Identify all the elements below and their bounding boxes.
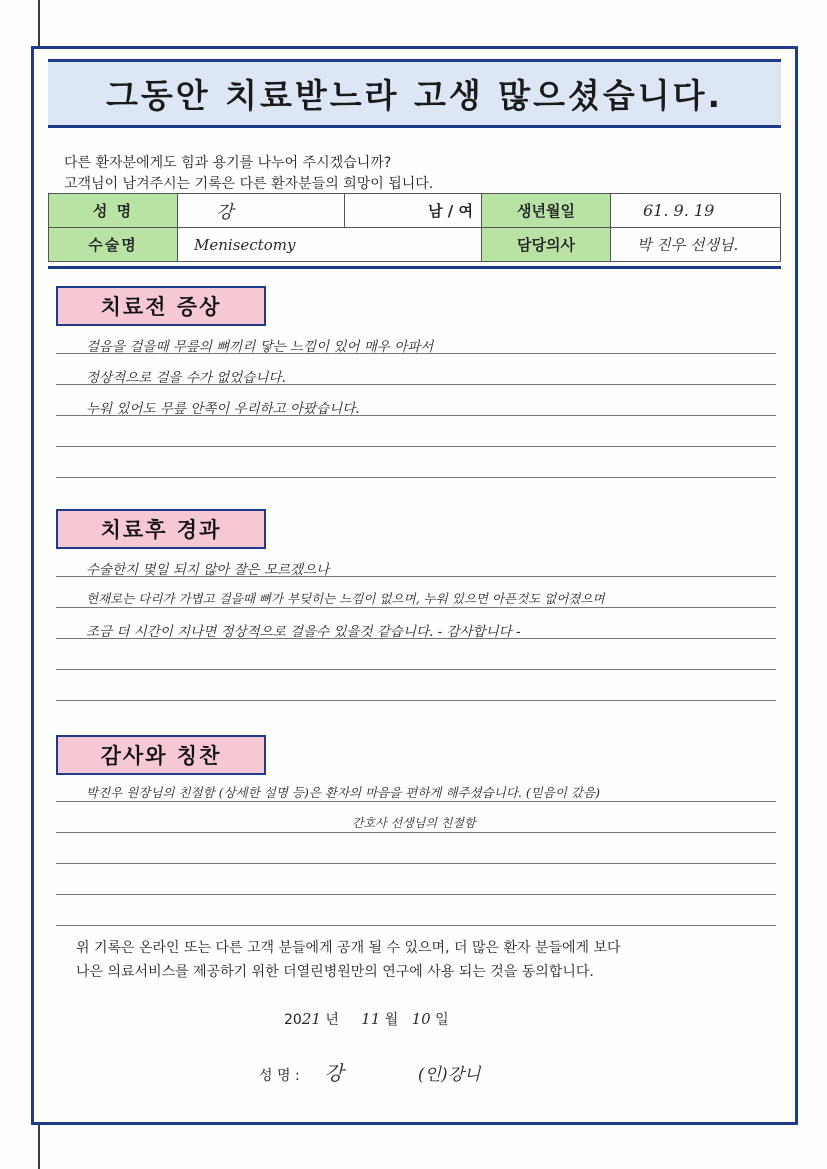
rule [56,700,776,701]
date-month: 11 [361,1010,381,1028]
birth-label: 생년월일 [482,194,611,228]
surgery-label: 수술명 [49,228,178,262]
rule [56,801,776,802]
date-prefix: 20 [284,1012,302,1028]
rule [56,894,776,895]
signature-label: 성 명 : [259,1068,300,1084]
before-line-1: 걸음을 걸을때 무릎의 뼈끼리 닿는 느낌이 있어 매우 아파서 [86,339,434,355]
name-label: 성 명 [49,194,178,228]
surgery-field [178,228,482,262]
gender-value: 남 / 여 [428,202,473,220]
gender-field [345,194,482,228]
intro-line-2: 고객님이 남겨주시는 기록은 다른 환자분들의 희망이 됩니다. [64,176,434,192]
rule [56,925,776,926]
date-day-unit: 일 [435,1012,449,1028]
page-title: 그동안 치료받느라 고생 많으셨습니다. [105,76,724,115]
section-thanks-title: 감사와 칭찬 [56,735,266,775]
doctor-label: 담당의사 [482,228,611,262]
doctor-value: 박 진우 선생님. [637,236,739,254]
date-line [284,1009,449,1029]
thanks-line-2: 간호사 선생님의 친절함 [352,816,476,830]
rule [56,446,776,447]
doctor-field [611,228,781,262]
date-year-unit: 년 [325,1012,339,1028]
signature-mark: (인)강니 [417,1065,481,1085]
birth-value: 61. 9. 19 [643,201,715,220]
surgery-value: Menisectomy [194,235,296,254]
rule [56,607,776,608]
info-divider [48,266,781,269]
after-line-1: 수술한지 몇일 되지 않아 잘은 모르겠으나 [86,562,330,578]
form-frame [31,46,798,1125]
signature-name: 강 [324,1061,344,1085]
before-line-3: 누워 있어도 무릎 안쪽이 우리하고 아팠습니다. [86,401,360,417]
consent-line-2: 나은 의료서비스를 제공하기 위한 더열린병원만의 연구에 사용 되는 것을 동의합니다. [76,964,594,980]
patient-info-table [48,193,781,262]
signature-line [259,1057,480,1086]
name-field [178,194,345,228]
before-line-2: 정상적으로 걸을 수가 없었습니다. [86,370,286,386]
rule [56,832,776,833]
consent-line-1: 위 기록은 온라인 또는 다른 고객 분들에게 공개 될 수 있으며, 더 많은 환자 분들에게 보다 [76,940,621,956]
rule [56,477,776,478]
rule [56,863,776,864]
date-month-unit: 월 [384,1012,399,1028]
date-year: 21 [301,1010,321,1028]
rule [56,669,776,670]
after-line-3: 조금 더 시간이 지나면 정상적으로 걸을수 있을것 같습니다. - 감사합니다 - [86,624,521,640]
title-banner [48,59,781,128]
section-after-title: 치료후 경과 [56,509,266,549]
after-line-2: 현재로는 다리가 가볍고 걸을때 뼈가 부딪히는 느낌이 없으며, 누워 있으면 아픈것도 없어졌으며 [86,591,605,606]
intro-line-1: 다른 환자분에게도 힘과 용기를 나누어 주시겠습니까? [64,155,392,171]
birth-field [611,194,781,228]
section-before-title: 치료전 증상 [56,286,266,326]
thanks-line-1: 박진우 원장님의 친절함 (상세한 설명 등)은 환자의 마음을 편하게 해주셨습니다. (믿음이 갔음) [86,785,600,800]
name-value: 강 [216,201,234,223]
date-day: 10 [411,1010,431,1028]
